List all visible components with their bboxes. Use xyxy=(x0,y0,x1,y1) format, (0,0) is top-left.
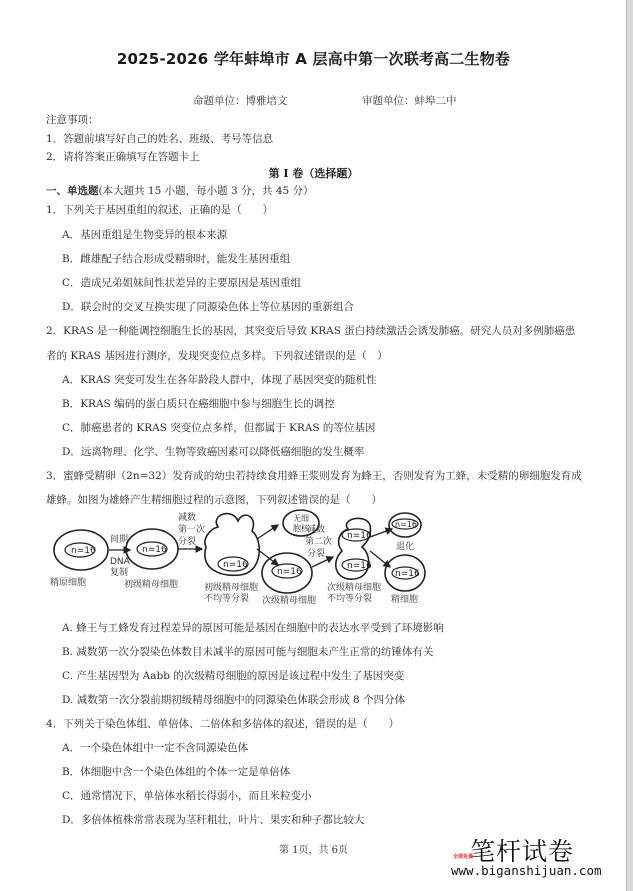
question-3-option-c: C. 产生基因型为 Aabb 的次级精母细胞的原因是该过程中发生了基因突变 xyxy=(62,670,405,682)
section-description: (本大题共 15 小题，每小题 3 分，共 45 分） xyxy=(98,185,314,197)
question-1-stem: 1．下列关于基因重组的叙述，正确的是（ ） xyxy=(46,204,274,216)
watermark-brand: 笔杆试卷 xyxy=(470,837,575,866)
question-2-stem-line-2: 者的 KRAS 基因进行测序，发现突变位点多样。下列叙述错误的是（ ） xyxy=(46,350,388,362)
watermark-tag: 全部免费 xyxy=(453,854,474,860)
label-secondary: 次级精母细胞 xyxy=(262,596,317,606)
nucleus-label-1: n=16 xyxy=(71,546,96,556)
section-label: 一、单选题 xyxy=(46,185,99,197)
section-heading xyxy=(46,183,314,198)
question-2-option-a: A．KRAS 突变可发生在各年龄段人群中，体现了基因突变的随机性 xyxy=(62,374,377,386)
notice-item-1: 1．答题前填写好自己的姓名、班级、考号等信息 xyxy=(46,133,274,145)
question-3-option-a: A. 蜂王与工蜂发育过程差异的原因可能是基因在细胞中的表达水平受到了环境影响 xyxy=(62,622,444,634)
question-2-option-c: C．肺癌患者的 KRAS 突变位点多样，但都属于 KRAS 的等位基因 xyxy=(62,422,376,434)
question-4-option-b: B．体细胞中含一个染色体组的个体一定是单倍体 xyxy=(62,766,291,778)
nucleus-label-2: n=16 xyxy=(142,545,167,555)
nucleus-label-3: n=16 xyxy=(223,560,248,570)
label-primary-unequal-1: 初级精母细胞 xyxy=(204,583,259,593)
label-meiosis2-1: 减数 xyxy=(307,525,326,535)
question-3-option-b: B. 减数第一次分裂染色体数目未减半的原因可能与细胞未产生正常的纺锤体有关 xyxy=(62,646,434,658)
label-no-nucleus-1: 无细 xyxy=(293,514,309,523)
page-number: 第 1页，共 6页 xyxy=(278,845,349,856)
question-1-option-a: A．基因重组是生物变异的根本来源 xyxy=(62,229,228,241)
exam-title: 2025-2026 学年蚌埠市 A 层高中第一次联考高二生物卷 xyxy=(116,50,511,68)
notice-item-2: 2．请将答案正确填写在答题卡上 xyxy=(46,151,200,163)
label-primary-unequal-2: 不均等分裂 xyxy=(204,594,250,604)
notice-heading: 注意事项： xyxy=(46,114,99,126)
question-4-option-a: A．一个染色体组中一定不含同源染色体 xyxy=(62,742,249,754)
question-4-stem: 4．下列关于染色体组、单倍体、二倍体和多倍体的叙述，错误的是（ ） xyxy=(46,718,400,730)
question-3-stem-line-1: 3．蜜蜂受精卵（2n=32）发育成的幼虫若持续食用蜂王浆则发育为蜂王，否则发育为工蜂，未受精的卵细胞发育成 xyxy=(46,470,582,482)
question-4-option-d: D．多倍体植株常常表现为茎秆粗壮，叶片、果实和种子都比较大 xyxy=(62,814,365,826)
question-2-option-d: D．远离物理、化学、生物等致癌因素可以降低癌细胞的发生概率 xyxy=(62,446,365,458)
label-interphase-1: 间期 xyxy=(110,535,129,545)
question-3-stem-line-2: 雄蜂。如图为雄蜂产生精细胞过程的示意图，下列叙述错误的是（ ） xyxy=(46,494,382,506)
label-spermatogonium: 精原细胞 xyxy=(50,578,87,588)
question-1-option-c: C．造成兄弟姐妹间性状差异的主要原因是基因重组 xyxy=(62,277,302,289)
question-1-option-b: B．雌雄配子结合形成受精卵时，能发生基因重组 xyxy=(62,253,291,265)
label-meiosis1-2: 第一次 xyxy=(178,525,206,535)
label-secondary-unequal-2: 不均等分裂 xyxy=(327,594,373,604)
label-meiosis2-2: 第二次 xyxy=(305,537,333,547)
label-no-nucleus-2: 胞核 xyxy=(293,524,309,533)
setter-unit: 命题单位：博雅培文 xyxy=(193,95,288,107)
nucleus-label-7: n=16 xyxy=(395,520,417,529)
nucleus-label-6: n=16 xyxy=(347,561,372,571)
question-3-option-d: D. 减数第一次分裂前期初级精母细胞中的同源染色体联会形成 8 个四分体 xyxy=(62,694,406,706)
watermark-url[interactable]: www.biganshijuan.com xyxy=(451,863,602,878)
label-secondary-unequal-1: 次级精母细胞 xyxy=(327,583,382,593)
label-meiosis1-3: 分裂 xyxy=(178,537,197,547)
question-2-option-b: B．KRAS 编码的蛋白质只在癌细胞中参与细胞生长的调控 xyxy=(62,398,335,410)
reviewer-unit: 审题单位：蚌埠二中 xyxy=(362,95,457,107)
question-4-option-c: C．通常情况下，单倍体水稻长得弱小，而且米粒变小 xyxy=(62,790,312,802)
label-primary: 初级精母细胞 xyxy=(124,580,179,590)
label-interphase-3: 复制 xyxy=(110,568,129,578)
label-degenerate: 退化 xyxy=(396,542,415,552)
part-title: 第 I 卷（选择题） xyxy=(268,167,359,180)
spermatogenesis-diagram xyxy=(50,507,430,609)
nucleus-label-4: n=16 xyxy=(277,567,302,577)
label-meiosis2-3: 分裂 xyxy=(307,549,326,559)
label-meiosis1-1: 减数 xyxy=(178,513,197,523)
question-1-option-d: D．联会时的交叉互换实现了同源染色体上等位基因的重新组合 xyxy=(62,301,354,313)
nucleus-label-5: n=16 xyxy=(347,531,372,541)
label-interphase-2: DNA xyxy=(110,557,130,567)
question-2-stem-line-1: 2．KRAS 是一种能调控细胞生长的基因，其突变后导致 KRAS 蛋白持续激活会诱发肺癌。研究人员对多例肺癌患 xyxy=(46,325,576,337)
nucleus-label-8: n=16 xyxy=(395,569,420,579)
page-edge-scrollbar xyxy=(627,0,633,891)
label-sperm: 精细胞 xyxy=(391,595,419,605)
